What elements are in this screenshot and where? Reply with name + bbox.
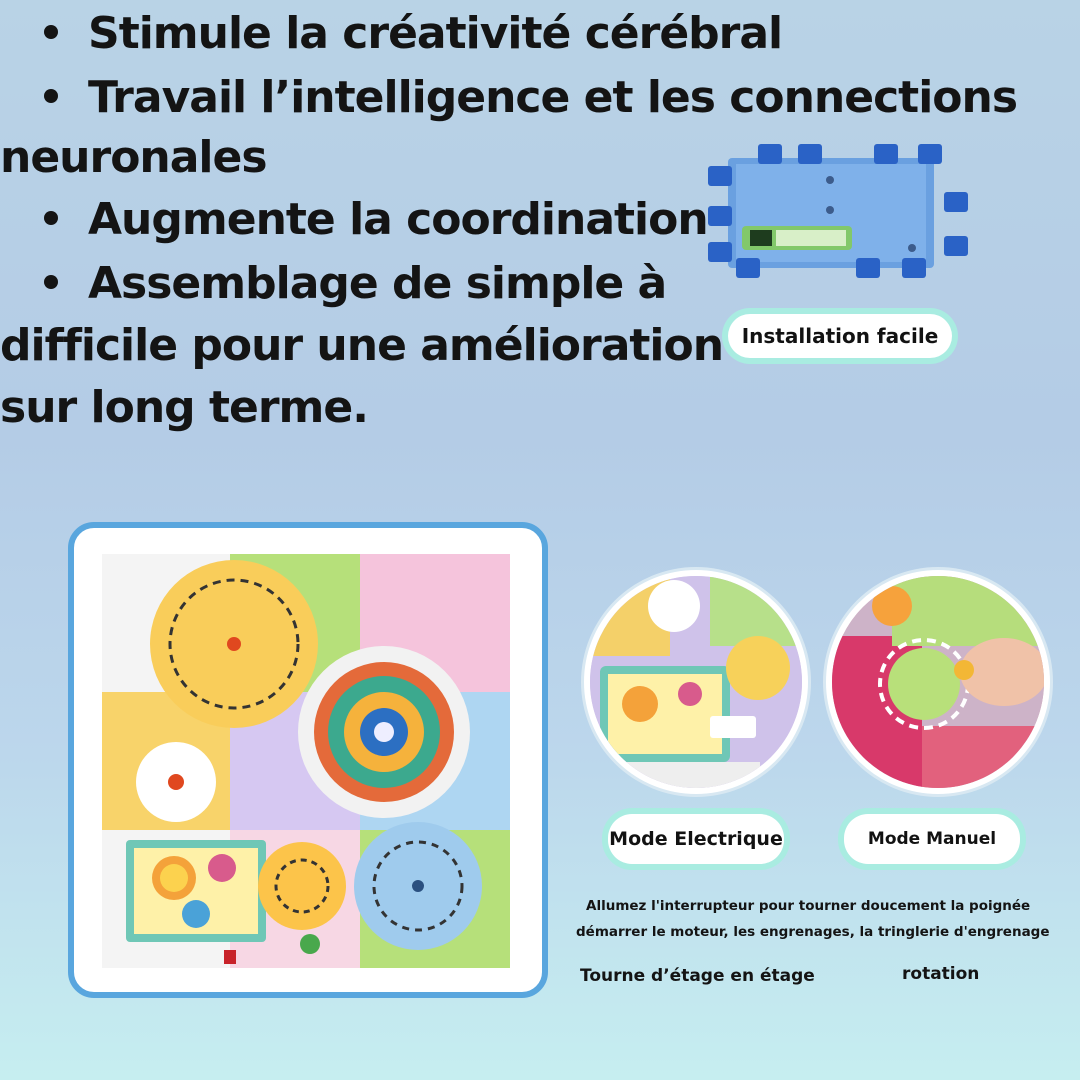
manual-mode-illustration <box>832 576 1044 788</box>
gear-board-illustration <box>74 528 542 992</box>
mode-manuel-label: Mode Manuel <box>844 814 1020 864</box>
bullet-dot-icon <box>44 25 58 39</box>
bullet-1 <box>0 4 782 64</box>
bullet-4-text: Assemblage de simple à <box>88 258 667 309</box>
manual-mode-photo <box>826 570 1050 794</box>
bullet-dot-icon <box>44 275 58 289</box>
electric-mode-illustration <box>590 576 802 788</box>
bullet-2-text: Travail l’intelligence et les connections <box>88 72 1018 123</box>
manual-caption-line2: démarrer le moteur, les engrenages, la tringlerie d'engrenage <box>576 924 1050 940</box>
bullet-dot-icon <box>44 211 58 225</box>
bullet-3-text: Augmente la coordination <box>88 194 708 245</box>
gear-board-image <box>68 522 548 998</box>
bullet-3 <box>0 190 708 250</box>
mode-electrique-label: Mode Electrique <box>608 814 784 864</box>
bullet-4-continued: difficile pour une amélioration <box>0 320 724 371</box>
electric-mode-photo <box>584 570 808 794</box>
installation-label: Installation facile <box>728 314 952 358</box>
rotation-caption: rotation <box>902 964 980 984</box>
bullet-2-continued: neuronales <box>0 132 267 183</box>
bullet-2 <box>0 68 1017 128</box>
bullet-4 <box>0 254 666 314</box>
bullet-1-text: Stimule la créativité cérébral <box>88 8 783 59</box>
manual-caption-line1: Allumez l'interrupteur pour tourner doucement la poignée <box>586 898 1031 914</box>
battery-box-image <box>706 142 972 282</box>
electric-caption: Tourne d’étage en étage <box>580 966 815 986</box>
bullet-dot-icon <box>44 89 58 103</box>
bullet-4-end: sur long terme. <box>0 382 368 433</box>
